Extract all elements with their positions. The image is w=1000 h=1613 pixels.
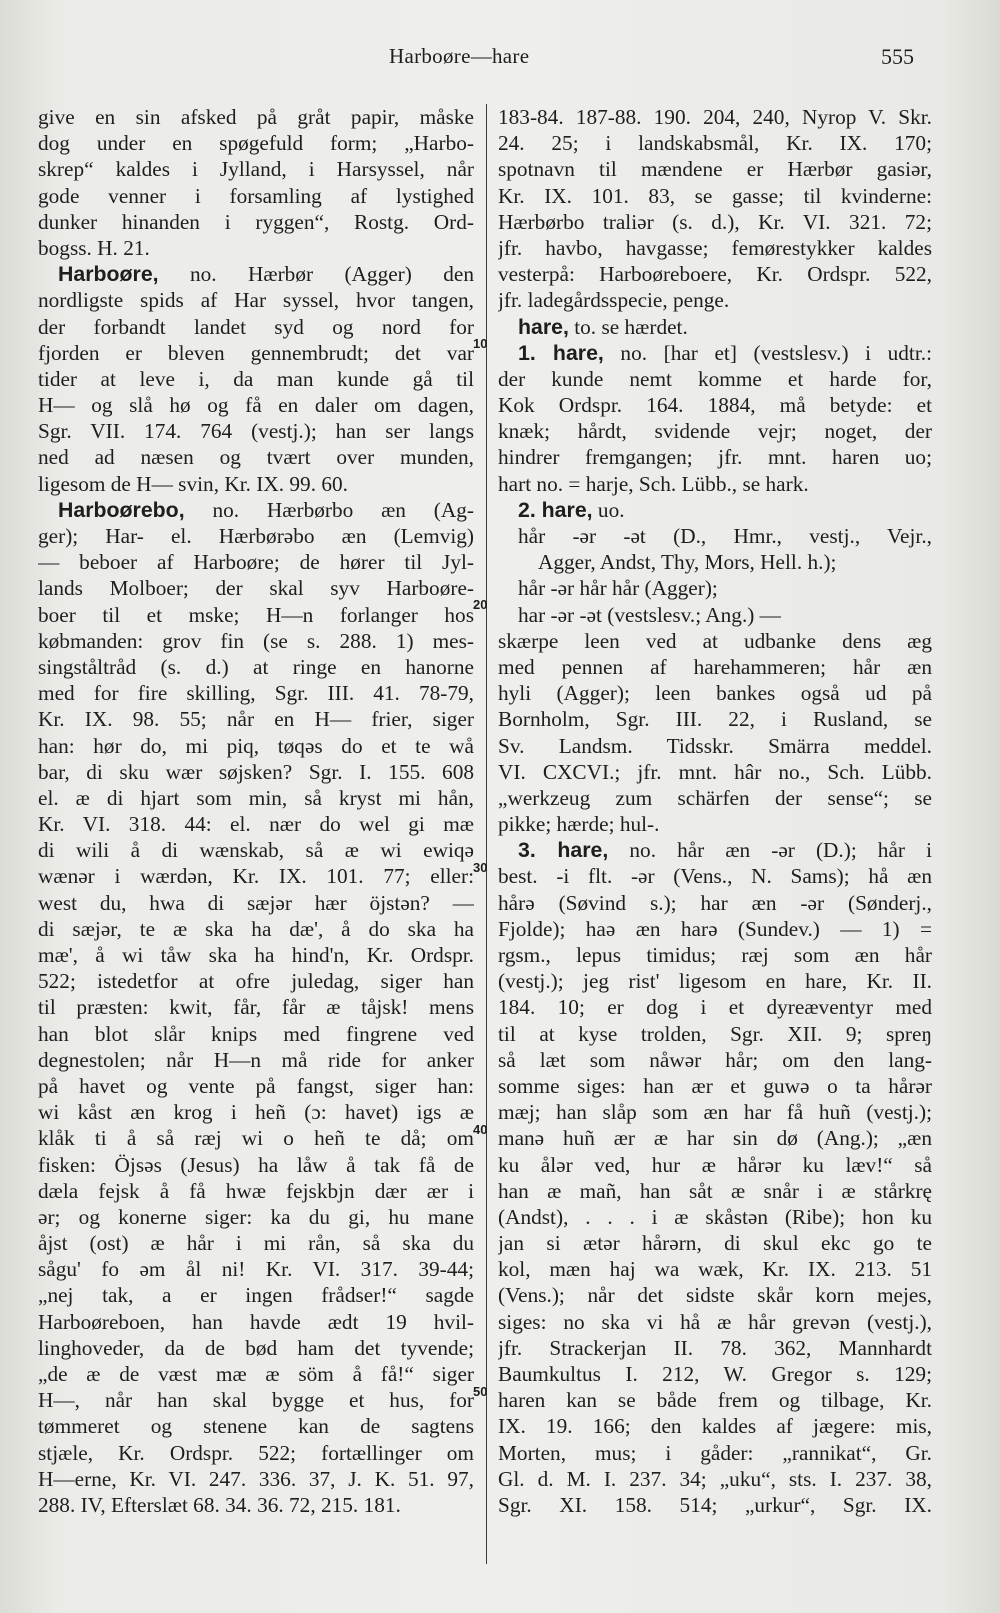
text-line: nordligste spids af Har syssel, hvor tangen,	[38, 288, 474, 313]
headword: Harboørebo,	[58, 497, 185, 522]
text-line: Morten, mus; i gåder: „rannikat“, Gr.	[498, 1440, 932, 1465]
line-number: 40	[473, 1122, 488, 1137]
text-line: fisken: Öjsəs (Jesus) ha låw å tak få de	[38, 1152, 474, 1177]
headword: Harboøre,	[58, 262, 159, 287]
text-line: Agger, Andst, Thy, Mors, Hell. h.);	[538, 550, 837, 575]
text-line: spotnavn til mændene er Hærbør gasiər,	[498, 157, 932, 182]
text-line: Hærbørbo traliər (s. d.), Kr. VI. 321. 72;	[498, 209, 932, 234]
text-line: Sgr. VII. 174. 764 (vestj.); han ser langs	[38, 419, 474, 444]
text-line: ned ad næsen og tvært over munden,	[38, 445, 474, 470]
text-line: jfr. ladegårdsspecie, penge.	[498, 288, 730, 313]
text-line: jfr. havbo, havgasse; femørestykker kaldes	[498, 235, 932, 260]
text-line: 288. IV, Efterslæt 68. 34. 36. 72, 215. 181.	[38, 1492, 401, 1517]
text-line: købmanden: grov fin (se s. 288. 1) mes-	[38, 628, 474, 653]
text-line: „werkzeug zum schärfen der sense“; se	[498, 785, 932, 810]
text-line: gode venner i forsamling af lystighed	[38, 183, 474, 208]
entry-harboorebo: Harboørebo, no. Hærbørbo æn (Ag-	[58, 497, 474, 522]
text-line: hyli (Agger); leen bankes også ud på	[498, 681, 932, 706]
left-column	[38, 104, 474, 1518]
text-line: han æ mañ, han såt æ snår i æ stårkrę	[498, 1178, 932, 1203]
text-line: med pennen af harehammeren; hår æn	[498, 654, 932, 679]
text-line: med for fire skilling, Sgr. III. 41. 78-79,	[38, 681, 474, 706]
text-line: på havet og vente på fangst, siger han:	[38, 1073, 474, 1098]
text-line: bar, di sku wær søjsken? Sgr. I. 155. 608	[38, 759, 474, 784]
text-line: dæla fejsk å få hwæ fejskbjn dær ær i	[38, 1178, 474, 1203]
text-line: di wili å di wænskab, så æ wi ewiqə	[38, 838, 474, 863]
text-line: 183-84. 187-88. 190. 204, 240, Nyrop V. Skr.	[498, 105, 932, 129]
headword: 2. hare,	[518, 497, 593, 522]
text-line: give en sin afsked på gråt papir, måske	[38, 105, 474, 129]
line-number: 50	[473, 1384, 488, 1399]
text-line: west du, hwa di sæjər hær öjstən? —	[38, 890, 474, 915]
headword: 3. hare,	[518, 838, 609, 863]
entry-hare-3: 3. hare, no. hår æn -ər (D.); hår i	[518, 838, 932, 863]
text-line: ger); Har- el. Hærbørəbo æn (Lemvig)	[38, 524, 474, 548]
text-line: ku ålər ved, hur æ hårər ku læv!“ så	[498, 1152, 932, 1177]
text-line: linghoveder, da de bød ham det tyvende;	[38, 1335, 474, 1360]
text-line: der forbandt landet syd og nord for	[38, 314, 474, 339]
text-line: ligesom de H— svin, Kr. IX. 99. 60.	[38, 471, 348, 496]
text-line: tider at leve i, da man kunde gå til	[38, 366, 474, 391]
text-line: til præsten: kwit, får, får æ tåjsk! mens	[38, 995, 474, 1020]
text-line: (Vens.); når det sidste skår korn mejes,	[498, 1283, 932, 1308]
right-column	[498, 104, 932, 1518]
text-line: skærpe leen ved at udbanke dens æg	[498, 628, 932, 653]
text-line: sågu' fo əm ål ni! Kr. VI. 317. 39-44;	[38, 1257, 474, 1282]
column-rule	[486, 104, 487, 1564]
text-line: har -ər -ət (vestslesv.; Ang.) —	[518, 602, 781, 627]
entry-harboore: Harboøre, no. Hærbør (Agger) den	[58, 262, 474, 287]
text-line: ər; og konerne siger: ka du gi, hu mane	[38, 1204, 474, 1229]
text-line: (vestj.); jeg rist' ligesom en hare, Kr. II.	[498, 969, 932, 994]
entry-hare-to: hare, to. se hærdet.	[518, 314, 688, 339]
text-line: Baumkultus I. 212, W. Gregor s. 129;	[498, 1362, 932, 1386]
entry-hare-1: 1. hare, no. [har et] (vestslesv.) i udtr.:	[518, 340, 932, 365]
text-line: åjst (ost) æ hår i mi rån, så ska du	[38, 1231, 474, 1256]
text-line: H— og slå hø og få en daler om dagen,	[38, 393, 474, 418]
text-line: mæ', å wi tåw ska ha hind'n, Kr. Ordspr.	[38, 943, 474, 967]
line-number: 20	[473, 597, 488, 612]
text-line: der kunde nemt komme et harde for,	[498, 366, 932, 391]
text-line: Kr. IX. 101. 83, se gasse; til kvinderne:	[498, 183, 932, 208]
text-line: di sæjər, te æ ska ha dæ', å do ska ha	[38, 916, 474, 941]
text-line: han blot slår knips med fingrene ved	[38, 1021, 474, 1046]
text-line: somme siges: han ær et guwə o ta hårər	[498, 1073, 932, 1098]
text-line: mæj; han slåp som æn har få huñ (vestj.);	[498, 1100, 932, 1125]
text-line: så læt som nåwər hår; om den lang-	[498, 1047, 932, 1072]
text-line: singståltråd (s. d.) at ringe en hanorne	[38, 654, 474, 679]
text-line: vesterpå: Harboøreboere, Kr. Ordspr. 522,	[498, 262, 932, 287]
text-line: degnestolen; når H—n må ride for anker	[38, 1047, 474, 1072]
text-line: manə huñ ær æ har sin dø (Ang.); „æn	[498, 1126, 932, 1151]
text-line: — beboer af Harboøre; de hører til Jyl-	[38, 550, 474, 575]
text-line: 184. 10; er dog i et dyreæventyr med	[498, 995, 932, 1020]
text-line: siges: no ska vi hå æ hår grevən (vestj.),	[498, 1309, 932, 1334]
text-line: hart no. = harje, Sch. Lübb., se hark.	[498, 471, 809, 496]
headword: 1. hare,	[518, 340, 604, 365]
text-line: el. æ di hjart som min, så kryst mi hån,	[38, 785, 474, 810]
text-line: boer til et mske; H—n forlanger hos	[38, 602, 474, 627]
text-line: dunker hinanden i ryggen“, Rostg. Ord-	[38, 209, 474, 234]
text-line: best. -i flt. -ər (Vens., N. Sams); hå æn	[498, 864, 932, 889]
text-line: hår -ər hår hår (Agger);	[518, 576, 718, 601]
text-line: 24. 25; i landskabsmål, Kr. IX. 170;	[498, 131, 932, 156]
text-line: jan si ætər hårərn, di skul ekc go te	[498, 1231, 932, 1256]
text-line: bogss. H. 21.	[38, 235, 150, 260]
line-number: 30	[473, 860, 488, 875]
text-line: „de æ de væst mæ æ söm å få!“ siger	[38, 1362, 474, 1386]
text-line: VI. CXCVI.; jfr. mnt. hâr no., Sch. Lübb.	[498, 759, 932, 784]
text-line: kol, mæn haj wa wæk, Kr. IX. 213. 51	[498, 1257, 932, 1282]
text-line: IX. 19. 166; den kaldes af jægere: mis,	[498, 1414, 932, 1439]
text-line: Sgr. XI. 158. 514; „urkur“, Sgr. IX.	[498, 1492, 932, 1517]
text-line: skrep“ kaldes i Jylland, i Harsyssel, når	[38, 157, 474, 182]
running-head-title: Harboøre—hare	[389, 44, 530, 68]
text-line: wi kåst æn krog i heñ (ɔ: havet) igs æ	[38, 1100, 474, 1125]
text-line: pikke; hærde; hul-.	[498, 812, 660, 837]
text-line: Kok Ordspr. 164. 1884, må betyde: et	[498, 393, 932, 418]
text-line: hår -ər -ət (D., Hmr., vestj., Vejr.,	[518, 524, 932, 548]
page-number: 555	[881, 44, 914, 69]
text-line: stjæle, Kr. Ordspr. 522; fortællinger om	[38, 1440, 474, 1465]
text-line: „nej tak, a er ingen frådser!“ sagde	[38, 1283, 474, 1308]
text-line: til at kyse trolden, Sgr. XII. 9; spreŋ	[498, 1021, 932, 1046]
text-line: han: hør do, mi piq, tøqəs do et te wå	[38, 733, 474, 758]
text-line: Kr. IX. 98. 55; når en H— frier, siger	[38, 707, 474, 732]
text-line: Sv. Landsm. Tidsskr. Smärra meddel.	[498, 733, 932, 758]
text-line: tømmeret og stenene kan de sagtens	[38, 1414, 474, 1439]
text-line: wænər i wærdən, Kr. IX. 101. 77; eller:	[38, 864, 474, 889]
text-line: (Andst), . . . i æ skåstən (Ribe); hon ku	[498, 1204, 932, 1229]
text-line: 522; istedetfor at ofre juledag, siger han	[38, 969, 474, 994]
text-line: fjorden er bleven gennembrudt; det var	[38, 340, 474, 365]
text-line: dog under en spøgefuld form; „Harbo-	[38, 131, 474, 156]
text-line: hindrer fremgangen; jfr. mnt. haren uo;	[498, 445, 932, 470]
text-line: H—, når han skal bygge et hus, for	[38, 1388, 474, 1413]
text-line: H—erne, Kr. VI. 247. 336. 37, J. K. 51. 97,	[38, 1466, 474, 1491]
text-line: rgsm., lepus timidus; ræj som æn hår	[498, 943, 932, 967]
text-line: klåk ti å så ræj wi o heñ te då; om	[38, 1126, 474, 1151]
text-line: lands Molboer; der skal syv Harboøre-	[38, 576, 474, 601]
text-line: knæk; hårdt, svidende vejr; noget, der	[498, 419, 932, 444]
text-line: hårə (Søvind s.); har æn -ər (Sønderj.,	[498, 890, 932, 915]
text-line: Kr. VI. 318. 44: el. nær do wel gi mæ	[38, 812, 474, 837]
headword: hare,	[518, 314, 569, 339]
line-number: 10	[473, 336, 488, 351]
entry-hare-2: 2. hare, uo.	[518, 497, 625, 522]
text-line: Gl. d. M. I. 237. 34; „uku“, sts. I. 237. 38,	[498, 1466, 932, 1491]
text-line: Bornholm, Sgr. III. 22, i Rusland, se	[498, 707, 932, 732]
text-line: jfr. Strackerjan II. 78. 362, Mannhardt	[498, 1335, 932, 1360]
text-line: Fjolde); haə æn harə (Sundev.) — 1) =	[498, 916, 932, 941]
text-line: haren kan se både frem og tilbage, Kr.	[498, 1388, 932, 1413]
running-head	[0, 44, 1000, 78]
text-line: Harboøreboen, han havde ædt 19 hvil-	[38, 1309, 474, 1334]
